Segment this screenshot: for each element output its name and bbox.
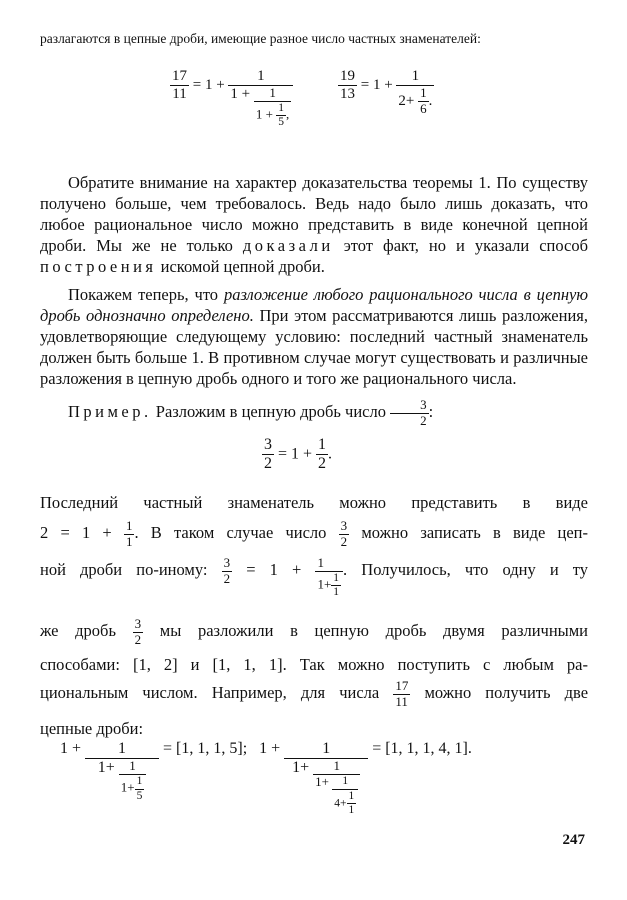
eq-sign: = 1 + (192, 77, 225, 94)
paragraph-3 (40, 492, 588, 739)
paragraph-1-text: Обратите внимание на характер доказательства теоремы 1. По существу получено больше, чем требовалось. Ведь надо было лишь доказать, что любое рациональное число можно представить в виде конечной цепной дроби. Мы же не только доказали этот факт, но и указали способ построения искомой цепной дроби. (40, 173, 589, 276)
para3-line5: способами: [1, 2] и [1, 1, 1]. Так можно поступить с любым ра- (40, 655, 588, 675)
left-cont-fraction: 1 1+ 1 1+ $\frac{1}{5}$ (85, 740, 159, 803)
paragraph-1 (40, 172, 588, 277)
paragraph-2 (40, 284, 588, 389)
fraction-3-2: $\frac{3}{2}$ (390, 398, 429, 429)
intro-line: разлагаются в цепные дроби, имеющие разное число частных знаменателей: (40, 31, 481, 46)
paragraph-2-text: Покажем теперь, что разложение любого рационального числа в цепную дробь однозначно определено. При этом рассматриваются лишь разложения, удовлетворяющие следующему условию: последний частный знаменатель должен быть больше 1. В противном случае могут существовать и различные разложения в цепную дробь одного и того же рационального числа. (40, 285, 589, 388)
fraction-19-13: $\frac{19}{13}$ (340, 68, 355, 103)
equation-17-11 (170, 68, 293, 130)
para3-line4: же дробь $\frac{3}{2}$ мы разложили в цепную дробь двумя различными (40, 616, 589, 648)
right-cont-fraction: 1 1+ 1 1+ 1 4+ $\frac{1}{1}$ (284, 740, 368, 817)
example-label: Пример. (68, 402, 152, 422)
equation-19-13 (338, 68, 434, 117)
para3-line6: циональным числом. Например, для числа $\frac{17}{11}$ можно получить две (40, 678, 589, 710)
example-line: Пример. Разложим в цепную дробь число $\frac{3}{2}$ : (68, 397, 434, 428)
page-number: 247 (562, 832, 585, 848)
intro-text (40, 30, 588, 47)
cont-fraction: 1 1 + 1 1 + $\frac{1}{5}$ , (228, 68, 293, 130)
eq-sign: = 1 + (360, 77, 393, 94)
para3-line2: 2 = 1 + $\frac{1}{1}$ . В таком случае число $\frac{3}{2}$ можно записать в виде цеп- (40, 518, 589, 549)
fraction-17-11: $\frac{17}{11}$ (172, 68, 187, 103)
equation-3-2: $\frac{3}{2}$ = 1 + $\frac{1}{2}$ . (264, 436, 333, 473)
cont-fraction: 1 2+ $\frac{1}{6}$ . (398, 68, 433, 117)
para3-line7: цепные дроби: (40, 719, 144, 738)
equation-17-11-expansions: 1 + 1 1+ 1 1+ $\frac{1}{5}$ = [1, 1, 1, 5]; 1 + 1 1+ 1 1+ 1 4+ $\frac{1}{1}$ = [1, 1, 1, 4, 1]. (60, 740, 472, 816)
para3-line3: ной дроби по-иному: $\frac{3}{2}$ = 1 + 1 1+ $\frac{1}{1}$ . Получилось, что одну и ту (40, 554, 589, 599)
para3-line1: Последний частный знаменатель можно представить в виде (40, 493, 588, 512)
